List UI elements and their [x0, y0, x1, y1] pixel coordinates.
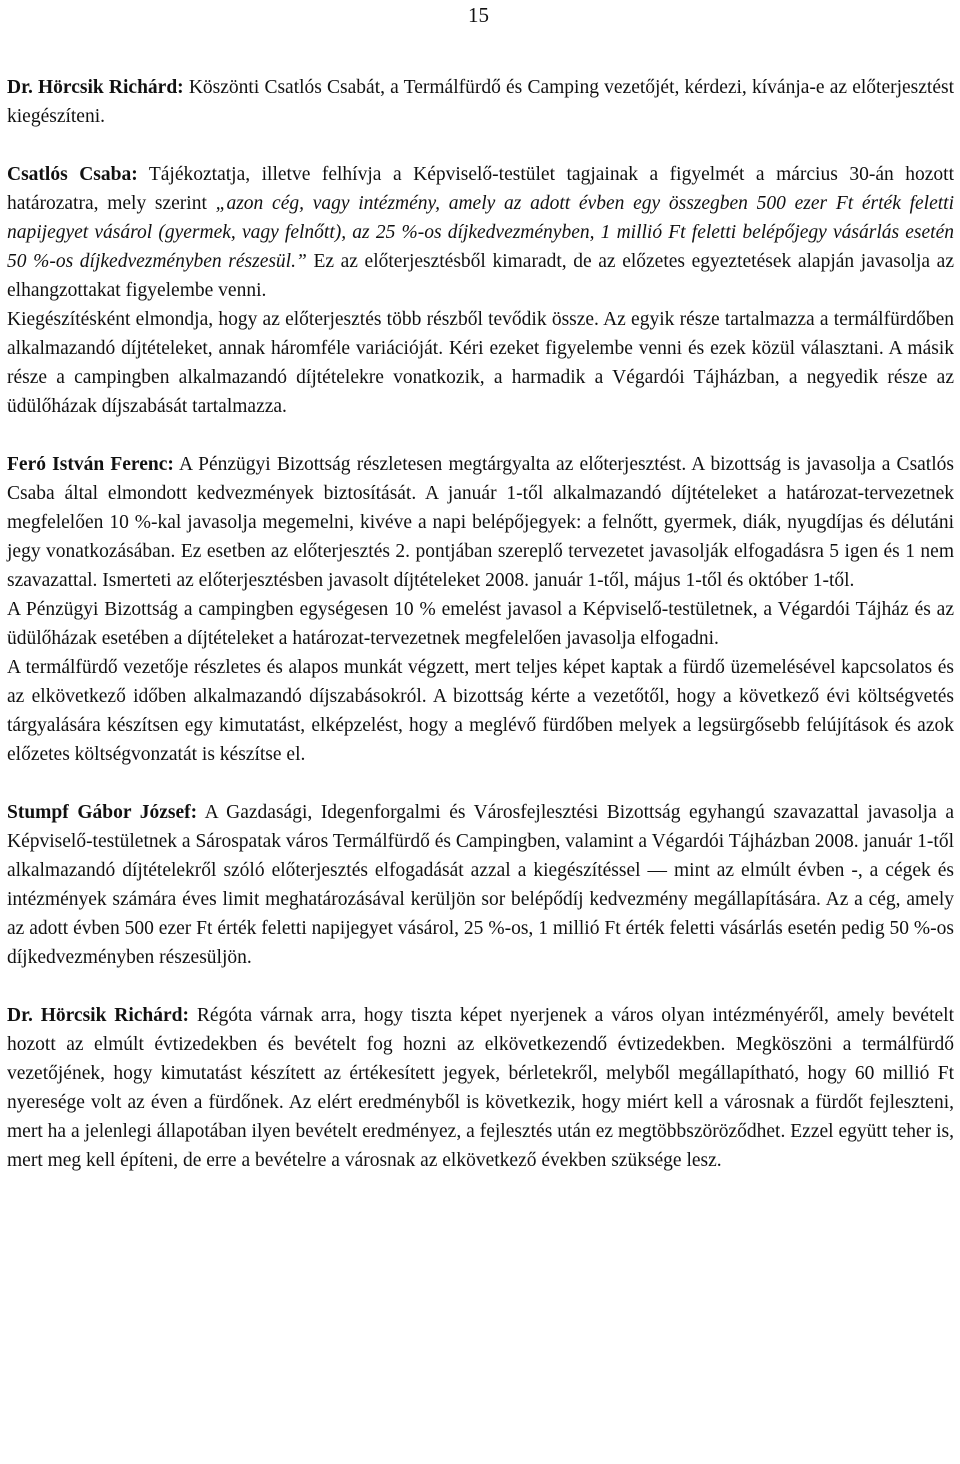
- paragraph-text: Régóta várnak arra, hogy tiszta képet nyerjenek a város olyan intézményéről, amely bevételt hozott az elmúlt évtizedekben és bevételt fog hozni az elkövetkezendő évtizedekben. Megköszöni a termálfürdő vezetőjének, hogy kimutatást készített az értékesített jegyek, bérletekről, melyből megállapítható, hogy 60 millió Ft nyeresége volt az éven a fürdőnek. Az elért eredményből is következik, hogy miért kell a városnak a fürdőt fejleszteni, mert ha a jelenlegi állapotában ilyen bevételt eredményez, a fejlesztés után ez megtöbbszöröződhet. Ezzel együtt teher is, mert meg kell építeni, de erre a bevételre a városnak az elkövetkező években szüksége lesz.: [7, 1005, 954, 1171]
- speaker-name: Stumpf Gábor József:: [7, 802, 198, 823]
- paragraph-csatlos-continued: [7, 305, 954, 421]
- paragraph-text: Köszönti Csatlós Csabát, a Termálfürdő és Camping vezetőjét, kérdezi, kívánja-e az előterjesztést kiegészíteni.: [7, 77, 954, 127]
- quoted-resolution: „azon cég, vagy intézmény, amely az adott évben egy összegben 500 ezer Ft érték feletti napijegyet vásárol (gyermek, vagy felnőtt), az 25 %-os díjkedvezményben, 1 millió Ft feletti belépőjegy vásárlás esetén 50 %-os díjkedvezményben részesül.”: [7, 193, 954, 272]
- paragraph-fero-manager: [7, 653, 954, 769]
- speaker-name: Dr. Hörcsik Richárd:: [7, 77, 184, 98]
- paragraph-text: Tájékoztatja, illetve felhívja a Képviselő-testület tagjainak a figyelmét a március 30-án hozott határozatra, mely szerint: [7, 164, 954, 214]
- document-body: [7, 73, 954, 1175]
- paragraph-text: A Pénzügyi Bizottság részletesen megtárgyalta az előterjesztést. A bizottság is javasolja a Csatlós Csaba által elmondott kedvezmények biztosítását. A január 1-től alkalmazandó díjtételeket a határozat-tervezetnek megfelelően 10 %-kal javasolja megemelni, kivéve a napi belépőjegyek: a felnőtt, gyermek, diák, nyugdíjas és délutáni jegy vonatkozásában. Ez esetben az előterjesztés 2. pontjában szereplő tervezetet javasolják elfogadásra 5 igen és 1 nem szavazattal. Ismerteti az előterjesztésben javasolt díjtételeket 2008. január 1-től, május 1-től és október 1-től.: [7, 454, 954, 591]
- speaker-name: Dr. Hörcsik Richárd:: [7, 1005, 190, 1026]
- page-number: 15: [468, 3, 489, 27]
- paragraph-hörcsik-intro: [7, 73, 954, 131]
- paragraph-text: Kiegészítésként elmondja, hogy az előterjesztés több részből tevődik össze. Az egyik része tartalmazza a termálfürdőben alkalmazandó díjtételeket, annak háromféle variációját. Kéri ezeket figyelembe venni és ezek közül választani. A másik része a campingben alkalmazandó díjtételekre vonatkozik, a harmadik a Végardói Tájházban, a negyedik része az üdülőházak díjszabását tartalmazza.: [7, 309, 954, 417]
- paragraph-text: A Gazdasági, Idegenforgalmi és Városfejlesztési Bizottság egyhangú szavazattal javasolja a Képviselő-testületnek a Sárospatak város Termálfürdő és Campingben, valamint a Végardói Tájházban 2008. január 1-től alkalmazandó díjtételekről szóló előterjesztés elfogadását azzal a kiegészítéssel — mint az elmúlt évben -, a cégek és intézmények számára éves limit meghatározásával kerüljön sor belépődíj kedvezmény megállapítására. Az a cég, amely az adott évben 500 ezer Ft érték feletti napijegyet vásárol, 25 %-os, 1 millió Ft érték feletti vásárlás esetén pedig 50 %-os díjkedvezményben részesüljön.: [7, 802, 954, 968]
- paragraph-fero-camping: [7, 595, 954, 653]
- paragraph-hörcsik-closing: [7, 1001, 954, 1175]
- paragraph-text: A Pénzügyi Bizottság a campingben egységesen 10 % emelést javasol a Képviselő-testületnek, a Végardói Tájház és az üdülőházak esetében a díjtételeket a határozat-tervezetnek megfelelően javasolja elfogadni.: [7, 599, 954, 649]
- paragraph-csatlos: [7, 160, 954, 305]
- paragraph-fero: [7, 450, 954, 595]
- paragraph-text-after: Ez az előterjesztésből kimaradt, de az előzetes egyeztetések alapján javasolja az elhangzottakat figyelembe venni.: [7, 251, 954, 301]
- paragraph-text: A termálfürdő vezetője részletes és alapos munkát végzett, mert teljes képet kaptak a fürdő üzemelésével kapcsolatos és az elkövetkező időben alkalmazandó díjszabásokról. A bizottság kérte a vezetőtől, hogy a következő évi költségvetés tárgyalására készítsen egy kimutatást, elképzelést, hogy a meglévő fürdőben melyek a legsürgősebb felújítások és azok előzetes költségvonzatát is készítse el.: [7, 657, 954, 765]
- speaker-name: Csatlós Csaba:: [7, 164, 138, 185]
- speaker-name: Feró István Ferenc:: [7, 454, 174, 475]
- paragraph-stumpf: [7, 798, 954, 972]
